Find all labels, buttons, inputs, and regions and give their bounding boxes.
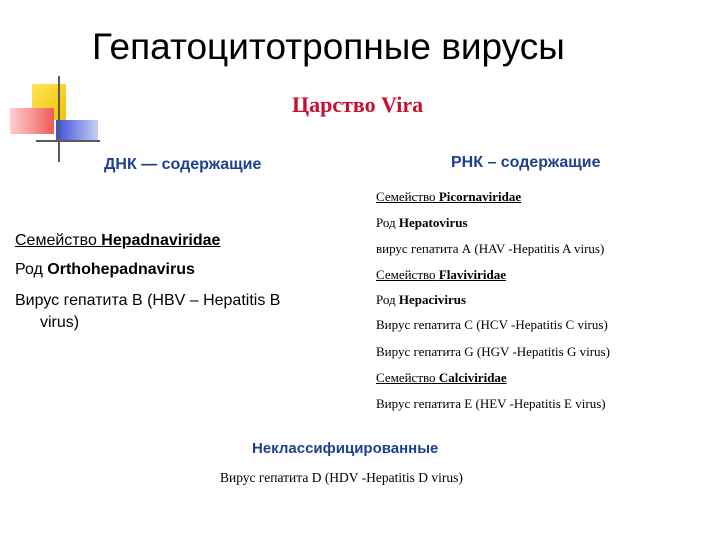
dna-family (15, 232, 220, 250)
rna-virus: Вирус гепатита Е (HEV -Hepatitis E virus) (376, 396, 606, 411)
rna-heading: РНК – содержащие (451, 154, 601, 171)
dna-genus-name: Orthohepadnavirus (47, 261, 195, 278)
rna-item (376, 292, 466, 308)
unclassified-heading: Неклассифицированные (252, 440, 439, 457)
rna-family-name: Picornaviridae (438, 189, 522, 204)
dna-family-prefix: Семейство (15, 232, 102, 249)
rna-virus: вирус гепатита А (HAV -Hepatitis A virus) (376, 241, 605, 256)
rna-genus-name: Hepacivirus (398, 292, 467, 307)
rna-item (376, 267, 506, 283)
rna-item (376, 215, 468, 231)
dna-genus (15, 261, 195, 279)
dna-virus-line2: virus) (40, 314, 80, 331)
rna-virus: Вирус гепатита С (HCV -Hepatitis C virus) (376, 317, 608, 332)
rna-family-name: Flaviviridae (438, 267, 506, 282)
dna-family-name: Hepadnaviridae (101, 232, 221, 249)
rna-genus-name: Hepatovirus (398, 215, 468, 230)
kingdom-heading: Царство Vira (292, 92, 424, 117)
rna-genus-prefix: Род (376, 292, 399, 307)
rna-item (376, 189, 521, 205)
rna-family-prefix: Семейство (376, 189, 439, 204)
decorative-logo (10, 76, 100, 162)
rna-virus: Вирус гепатита G (HGV -Hepatitis G virus) (376, 344, 610, 359)
rna-genus-prefix: Род (376, 215, 399, 230)
rna-family-prefix: Семейство (376, 370, 439, 385)
dna-virus-line1: Вирус гепатита В (HBV – Hepatitis B (15, 292, 281, 309)
rna-family-prefix: Семейство (376, 267, 439, 282)
rna-family-name: Calciviridae (438, 370, 507, 385)
rna-item (376, 370, 507, 386)
logo-shapes (10, 76, 100, 162)
dna-genus-prefix: Род (15, 261, 48, 278)
page-title: Гепатоцитотропные вирусы (92, 26, 565, 67)
unclassified-virus: Вирус гепатита D (HDV -Hepatitis D virus) (220, 470, 463, 485)
dna-heading: ДНК — содержащие (104, 156, 262, 173)
